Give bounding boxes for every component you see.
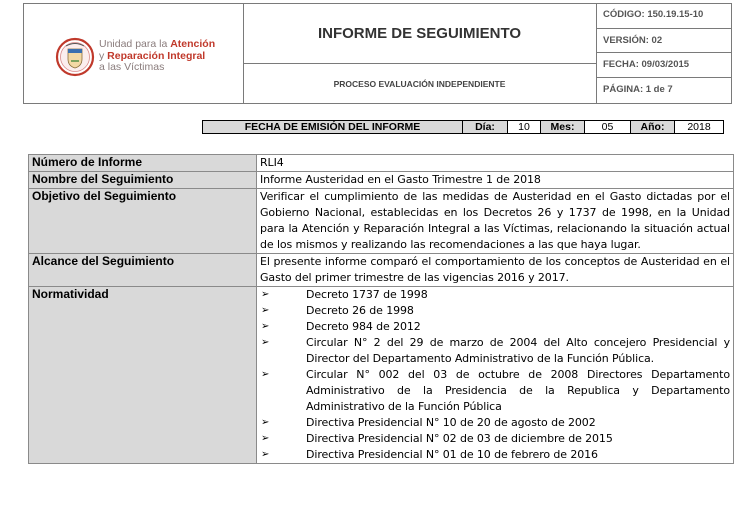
day-value: 10 — [508, 121, 541, 133]
arrow-bullet-icon: ➢ — [261, 289, 270, 300]
numero-value: RLI4 — [257, 155, 734, 172]
list-item: ➢ Directiva Presidencial N° 02 de 03 de diciembre de 2015 — [261, 432, 613, 445]
list-item: ➢ Decreto 26 de 1998 — [261, 304, 414, 317]
list-item: ➢ Decreto 984 de 2012 — [261, 320, 421, 333]
nombre-value: Informe Austeridad en el Gasto Trimestre 1 de 2018 — [257, 172, 734, 189]
day-label: Día: — [463, 121, 508, 133]
document-title: INFORME DE SEGUIMIENTO — [243, 4, 597, 64]
arrow-bullet-icon: ➢ — [261, 305, 270, 316]
logo-wordmark: Unidad para la Atención y Reparación Integral a las Víctimas — [99, 38, 216, 73]
document-header — [23, 3, 732, 104]
pagina: PÁGINA: 1 de 7 — [603, 84, 673, 95]
document-metadata — [597, 4, 731, 103]
process-name: PROCESO EVALUACIÓN INDEPENDIENTE — [243, 64, 597, 103]
normatividad-list — [260, 287, 730, 463]
list-item: ➢ Directiva Presidencial N° 01 de 10 de febrero de 2016 — [261, 448, 598, 461]
fecha: FECHA: 09/03/2015 — [603, 59, 690, 70]
year-label: Año: — [631, 121, 675, 133]
alcance-value: El presente informe comparó el comportamiento de los conceptos de Austeridad en el Gasto del primer trimestre de las vigencias 2016 y 2017. — [257, 254, 734, 287]
table-row — [29, 254, 734, 287]
list-item: ➢ Decreto 1737 de 1998 — [261, 288, 428, 301]
normatividad-value — [257, 287, 734, 464]
month-label: Mes: — [541, 121, 585, 133]
alcance-label: Alcance del Seguimiento — [29, 254, 257, 287]
table-row — [29, 189, 734, 254]
normatividad-label: Normatividad — [29, 287, 257, 464]
codigo: CÓDIGO: 150.19.15-10 — [603, 9, 704, 20]
arrow-bullet-icon: ➢ — [261, 369, 270, 380]
arrow-bullet-icon: ➢ — [261, 321, 270, 332]
arrow-bullet-icon: ➢ — [261, 433, 270, 444]
table-row — [29, 172, 734, 189]
year-value: 2018 — [675, 121, 723, 133]
report-info-table — [28, 154, 734, 464]
list-item: ➢ Directiva Presidencial N° 10 de 20 de agosto de 2002 — [261, 416, 596, 429]
table-row — [29, 155, 734, 172]
table-row — [29, 287, 734, 464]
arrow-bullet-icon: ➢ — [261, 417, 270, 428]
emission-label: FECHA DE EMISIÓN DEL INFORME — [203, 121, 463, 133]
list-item: ➢ Circular N° 002 del 03 de octubre de 2008 Directores Departamento Administrativo de la Presidencia de la Republica y Departamento Administrativo de la Función Pública — [261, 368, 730, 413]
coat-of-arms-logo-icon — [55, 37, 95, 77]
objetivo-label: Objetivo del Seguimiento — [29, 189, 257, 254]
arrow-bullet-icon: ➢ — [261, 449, 270, 460]
nombre-label: Nombre del Seguimiento — [29, 172, 257, 189]
logo-cell — [24, 4, 244, 103]
arrow-bullet-icon: ➢ — [261, 337, 270, 348]
emission-date-row — [202, 120, 724, 134]
month-value: 05 — [585, 121, 631, 133]
numero-label: Número de Informe — [29, 155, 257, 172]
version: VERSIÓN: 02 — [603, 35, 663, 46]
list-item: ➢ Circular N° 2 del 29 de marzo de 2004 del Alto concejero Presidencial y Director del Departamento Administrativo de la Función Pública. — [261, 336, 730, 365]
objetivo-value: Verificar el cumplimiento de las medidas de Austeridad en el Gasto dictadas por el Gobierno Nacional, establecidas en los Decretos 26 y 1737 de 1998, en la Unidad para la Atención y Reparación Integral a las Víctimas, relacionando la situación actual de los mismos y realizando las recomendaciones a las que haya lugar. — [257, 189, 734, 254]
